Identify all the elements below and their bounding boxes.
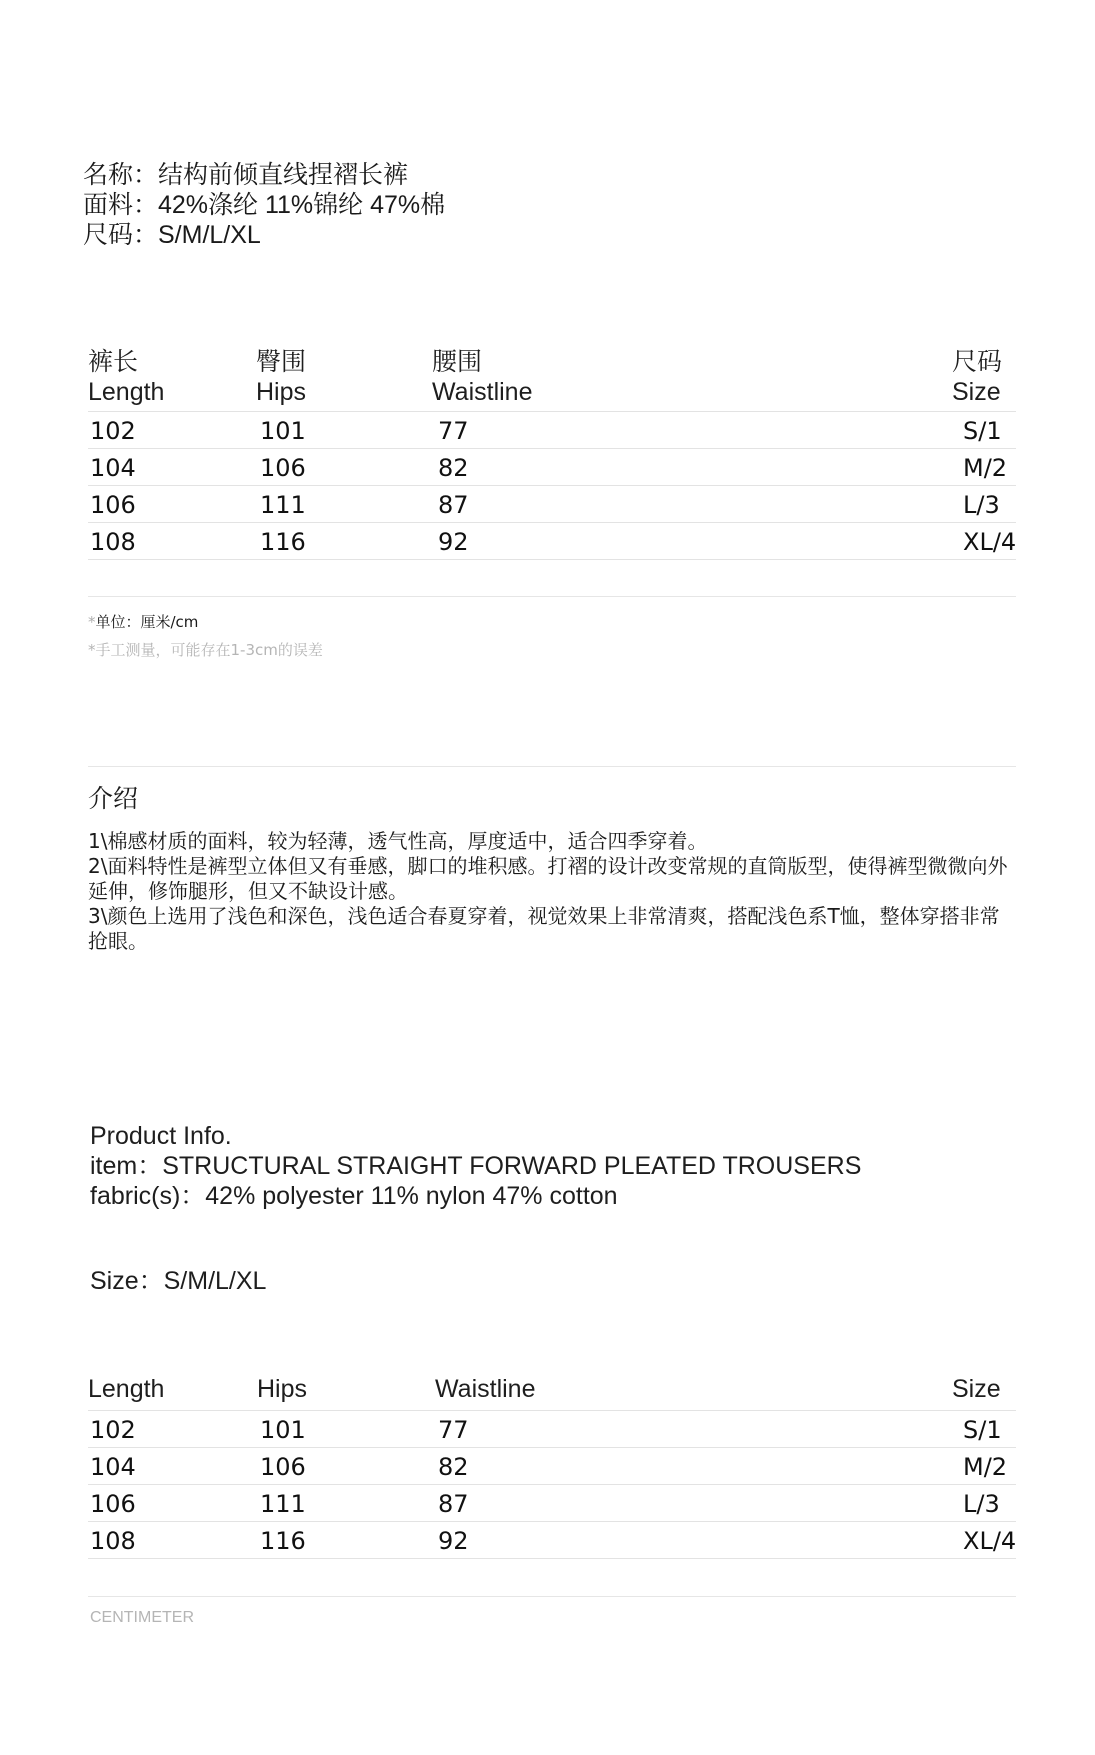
cell-waistline: 77 — [438, 417, 469, 445]
cell-size: XL/4 — [963, 1527, 1017, 1555]
divider — [88, 596, 1016, 597]
table-row — [88, 486, 1016, 523]
cell-size: S/1 — [963, 1416, 1002, 1444]
unit-note — [88, 612, 198, 632]
product-name-cn: 名称：结构前倾直线捏褶长裤 — [83, 161, 409, 189]
unit-note-text: 单位：厘米/cm — [95, 613, 199, 631]
cell-length: 102 — [90, 1416, 136, 1444]
cell-size: L/3 — [963, 1490, 1000, 1518]
size-line-en: Size：S/M/L/XL — [90, 1267, 267, 1295]
cell-length: 102 — [90, 417, 136, 445]
header-waistline-cn: 腰围 — [432, 348, 483, 376]
intro-paragraph-1: 1\棉感材质的面料，较为轻薄，透气性高，厚度适中，适合四季穿着。 — [88, 829, 708, 853]
table-row — [88, 1448, 1016, 1485]
cell-hips: 101 — [260, 417, 306, 445]
cell-size: M/2 — [963, 1453, 1008, 1481]
table-header — [88, 347, 1016, 412]
cell-hips: 106 — [260, 1453, 306, 1481]
cell-hips: 111 — [260, 1490, 306, 1518]
fabric-line-en: fabric(s)：42% polyester 11% nylon 47% cotton — [90, 1182, 618, 1210]
cell-length: 106 — [90, 1490, 136, 1518]
table-row — [88, 1522, 1016, 1559]
header-waistline: Waistline — [435, 1375, 536, 1403]
header-length: Length — [88, 1375, 165, 1403]
cell-length: 106 — [90, 491, 136, 519]
cell-waistline: 82 — [438, 454, 469, 482]
item-line-en: item：STRUCTURAL STRAIGHT FORWARD PLEATED TROUSERS — [90, 1152, 862, 1180]
size-cn: 尺码：S/M/L/XL — [83, 221, 261, 249]
cell-length: 104 — [90, 454, 136, 482]
header-length-cn: 裤长 — [88, 348, 139, 376]
table-row — [88, 449, 1016, 486]
intro-paragraph-3: 3\颜色上选用了浅色和深色，浅色适合春夏穿着，视觉效果上非常清爽，搭配浅色系T恤，整体穿搭非常抢眼。 — [88, 904, 1000, 953]
cell-waistline: 82 — [438, 1453, 469, 1481]
header-length-en: Length — [88, 378, 165, 406]
header-hips: Hips — [257, 1375, 308, 1403]
centimeter-note: CENTIMETER — [90, 1609, 194, 1626]
table-row — [88, 1485, 1016, 1522]
cell-waistline: 87 — [438, 491, 469, 519]
intro-title: 介绍 — [88, 785, 139, 813]
cell-length: 104 — [90, 1453, 136, 1481]
header-hips — [256, 347, 306, 407]
cell-waistline: 92 — [438, 528, 469, 556]
header-size — [952, 347, 1002, 407]
cell-hips: 111 — [260, 491, 306, 519]
divider — [88, 766, 1016, 767]
cell-hips: 116 — [260, 528, 306, 556]
cell-hips: 101 — [260, 1416, 306, 1444]
cell-hips: 116 — [260, 1527, 306, 1555]
header-length — [88, 347, 164, 407]
cell-length: 108 — [90, 528, 136, 556]
cell-size: M/2 — [963, 454, 1008, 482]
product-info-heading: Product Info. — [90, 1122, 232, 1150]
header-hips-en: Hips — [256, 378, 307, 406]
table-row — [88, 523, 1016, 560]
cell-size: L/3 — [963, 491, 1000, 519]
measurement-error-note: *手工测量，可能存在1-3cm的误差 — [88, 641, 323, 659]
table-header — [88, 1374, 1016, 1411]
table-row — [88, 412, 1016, 449]
cell-length: 108 — [90, 1527, 136, 1555]
header-waistline-en: Waistline — [432, 378, 533, 406]
intro-paragraph-2: 2\面料特性是裤型立体但又有垂感，脚口的堆积感。打褶的设计改变常规的直筒版型，使得裤型微微向外延伸，修饰腿形，但又不缺设计感。 — [88, 854, 1008, 903]
cell-size: XL/4 — [963, 528, 1017, 556]
divider — [88, 1596, 1016, 1597]
header-size-en: Size — [952, 378, 1001, 406]
header-size-cn: 尺码 — [952, 348, 1003, 376]
cell-waistline: 77 — [438, 1416, 469, 1444]
size-table-cn — [88, 347, 1016, 560]
cell-size: S/1 — [963, 417, 1002, 445]
asterisk: * — [88, 613, 96, 631]
header-hips-cn: 臀围 — [256, 348, 307, 376]
size-table-en — [88, 1374, 1016, 1559]
header-size: Size — [952, 1375, 1001, 1403]
table-row — [88, 1411, 1016, 1448]
cell-hips: 106 — [260, 454, 306, 482]
cell-waistline: 92 — [438, 1527, 469, 1555]
header-waistline — [432, 347, 533, 407]
cell-waistline: 87 — [438, 1490, 469, 1518]
fabric-cn: 面料：42%涤纶 11%锦纶 47%棉 — [83, 191, 446, 219]
